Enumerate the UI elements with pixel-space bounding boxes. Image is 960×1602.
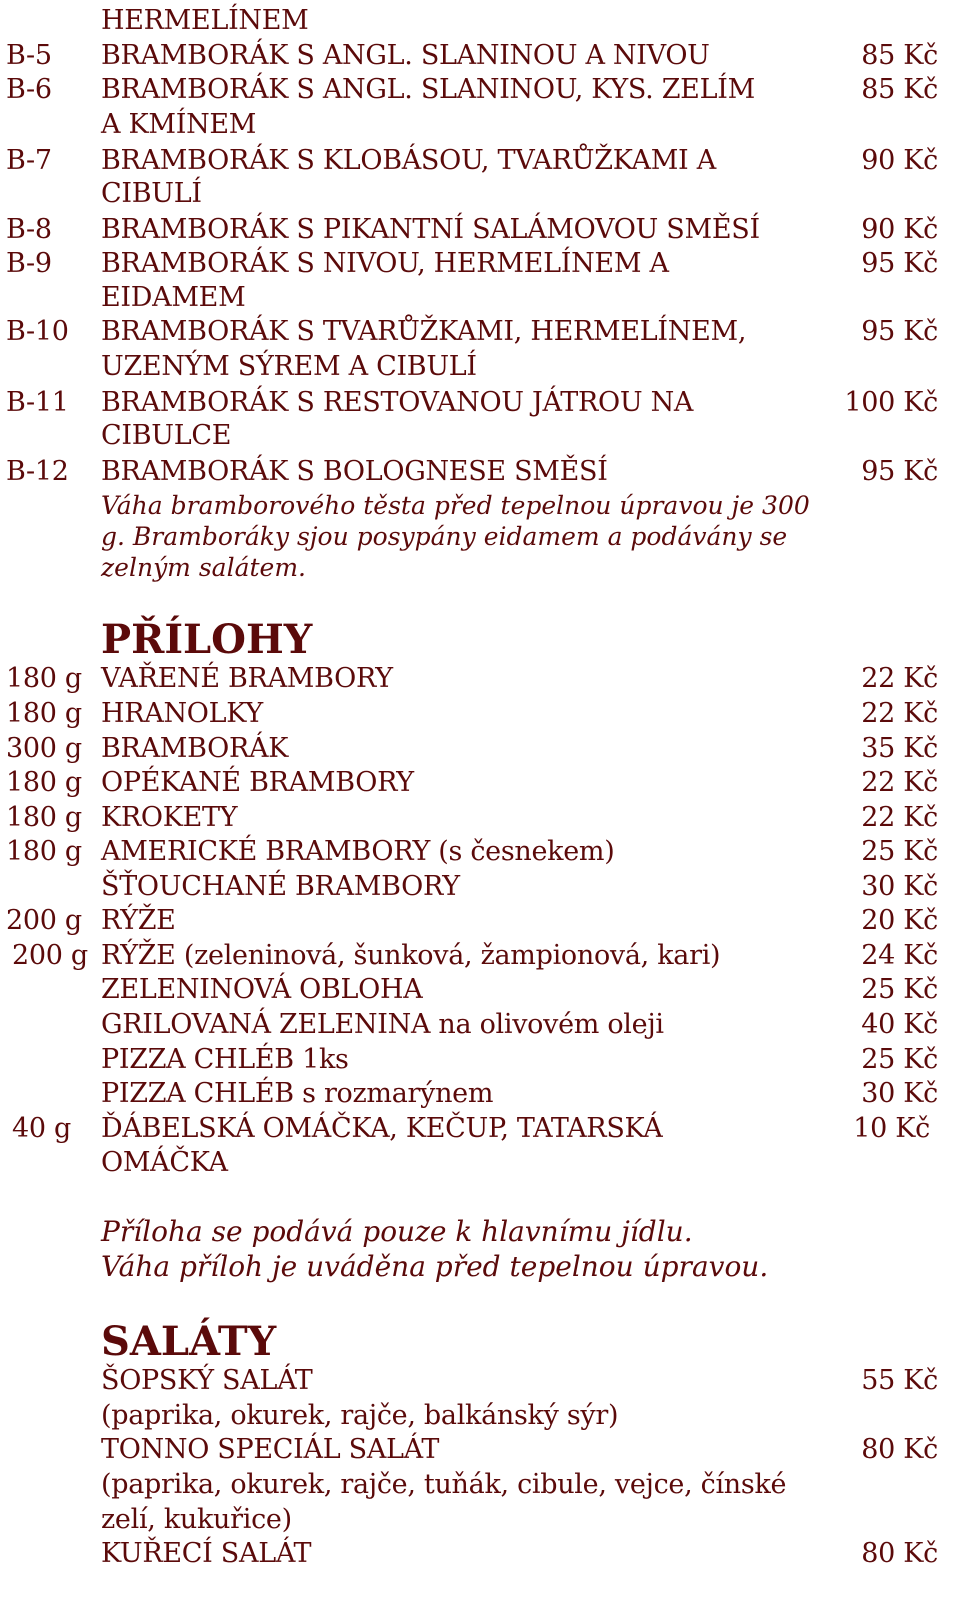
item-name-line2: UZENÝM SÝREM A CIBULÍ <box>101 351 477 382</box>
item-code: B-5 <box>6 40 52 71</box>
item-price: 85 Kč <box>861 74 938 105</box>
item-price: 22 Kč <box>861 663 938 694</box>
item-name: KUŘECÍ SALÁT <box>101 1538 312 1569</box>
item-price: 95 Kč <box>861 456 938 487</box>
section-heading-prilohy: PŘÍLOHY <box>101 616 313 663</box>
item-name: PIZZA CHLÉB s rozmarýnem <box>101 1078 494 1109</box>
item-weight: 180 g <box>6 767 82 798</box>
item-price: 25 Kč <box>861 1044 938 1075</box>
item-name: BRAMBORÁK S RESTOVANOU JÁTROU NA <box>101 387 694 418</box>
item-name: AMERICKÉ BRAMBORY (s česnekem) <box>101 836 615 867</box>
item-price: 80 Kč <box>861 1434 938 1465</box>
item-description: (paprika, okurek, rajče, tuňák, cibule, vejce, čínské <box>101 1469 787 1500</box>
item-weight: 180 g <box>6 698 82 729</box>
item-price: 25 Kč <box>861 974 938 1005</box>
item-code: B-7 <box>6 145 52 176</box>
item-name: GRILOVANÁ ZELENINA na olivovém oleji <box>101 1009 664 1040</box>
item-name: ŠOPSKÝ SALÁT <box>101 1365 313 1396</box>
item-name: ĎÁBELSKÁ OMÁČKA, KEČUP, TATARSKÁ <box>101 1113 663 1144</box>
item-name-line2: EIDAMEM <box>101 282 246 313</box>
item-code: B-6 <box>6 74 52 105</box>
item-price: 40 Kč <box>861 1009 938 1040</box>
item-name: RÝŽE <box>101 905 176 936</box>
item-name: VAŘENÉ BRAMBORY <box>101 663 393 694</box>
brambor-note-line: zelným salátem. <box>101 553 306 582</box>
item-price: 20 Kč <box>861 905 938 936</box>
item-price: 22 Kč <box>861 698 938 729</box>
item-code: B-8 <box>6 214 52 245</box>
item-name: ŠŤOUCHANÉ BRAMBORY <box>101 871 460 902</box>
item-code: B-10 <box>6 316 69 347</box>
item-price: 24 Kč <box>861 940 938 971</box>
item-code: B-12 <box>6 456 69 487</box>
item-price: 30 Kč <box>861 1078 938 1109</box>
item-name: BRAMBORÁK <box>101 733 289 764</box>
item-price: 25 Kč <box>861 836 938 867</box>
item-price: 35 Kč <box>861 733 938 764</box>
prilohy-note-line: Příloha se podává pouze k hlavnímu jídlu. <box>101 1215 693 1248</box>
item-name: TONNO SPECIÁL SALÁT <box>101 1434 440 1465</box>
item-weight: 300 g <box>6 733 82 764</box>
item-name: RÝŽE (zeleninová, šunková, žampionová, kari) <box>101 940 721 971</box>
item-name-line2: CIBULÍ <box>101 178 202 209</box>
item-price: 100 Kč <box>844 387 938 418</box>
item-name: ZELENINOVÁ OBLOHA <box>101 974 423 1005</box>
item-name: BRAMBORÁK S BOLOGNESE SMĚSÍ <box>101 456 608 487</box>
item-price: 10 Kč <box>853 1113 930 1144</box>
item-price: 85 Kč <box>861 40 938 71</box>
item-weight: 180 g <box>6 836 82 867</box>
item-name: BRAMBORÁK S ANGL. SLANINOU, KYS. ZELÍM <box>101 74 755 105</box>
prilohy-note-line: Váha příloh je uváděna před tepelnou úpravou. <box>101 1250 769 1283</box>
item-price: 22 Kč <box>861 767 938 798</box>
item-weight: 40 g <box>12 1113 72 1144</box>
item-weight: 180 g <box>6 802 82 833</box>
item-name: BRAMBORÁK S KLOBÁSOU, TVARŮŽKAMI A <box>101 145 716 176</box>
item-name: BRAMBORÁK S TVARŮŽKAMI, HERMELÍNEM, <box>101 316 747 347</box>
item-name: HRANOLKY <box>101 698 263 729</box>
item-weight: 200 g <box>12 940 88 971</box>
item-description: (paprika, okurek, rajče, balkánský sýr) <box>101 1400 619 1431</box>
item-price: 90 Kč <box>861 214 938 245</box>
item-name: BRAMBORÁK S PIKANTNÍ SALÁMOVOU SMĚSÍ <box>101 214 760 245</box>
item-price: 90 Kč <box>861 145 938 176</box>
item-price: 80 Kč <box>861 1538 938 1569</box>
item-name-line2: CIBULCE <box>101 420 232 451</box>
item-weight: 200 g <box>6 905 82 936</box>
section-heading-salaty: SALÁTY <box>101 1318 277 1365</box>
item-code: B-9 <box>6 248 52 279</box>
item-name-line2: A KMÍNEM <box>101 109 257 140</box>
item-name: OPÉKANÉ BRAMBORY <box>101 767 414 798</box>
item-name-continuation: HERMELÍNEM <box>101 5 309 36</box>
item-code: B-11 <box>6 387 69 418</box>
item-name: KROKETY <box>101 802 238 833</box>
item-name: BRAMBORÁK S ANGL. SLANINOU A NIVOU <box>101 40 710 71</box>
item-price: 22 Kč <box>861 802 938 833</box>
brambor-note-line: Váha bramborového těsta před tepelnou úpravou je 300 <box>101 491 810 520</box>
item-price: 55 Kč <box>861 1365 938 1396</box>
item-name-line2: OMÁČKA <box>101 1147 228 1178</box>
item-name: PIZZA CHLÉB 1ks <box>101 1044 349 1075</box>
item-name: BRAMBORÁK S NIVOU, HERMELÍNEM A <box>101 248 669 279</box>
item-weight: 180 g <box>6 663 82 694</box>
item-price: 30 Kč <box>861 871 938 902</box>
item-description: zelí, kukuřice) <box>101 1504 292 1535</box>
item-price: 95 Kč <box>861 248 938 279</box>
brambor-note-line: g. Bramboráky sjou posypány eidamem a podávány se <box>101 522 788 551</box>
item-price: 95 Kč <box>861 316 938 347</box>
